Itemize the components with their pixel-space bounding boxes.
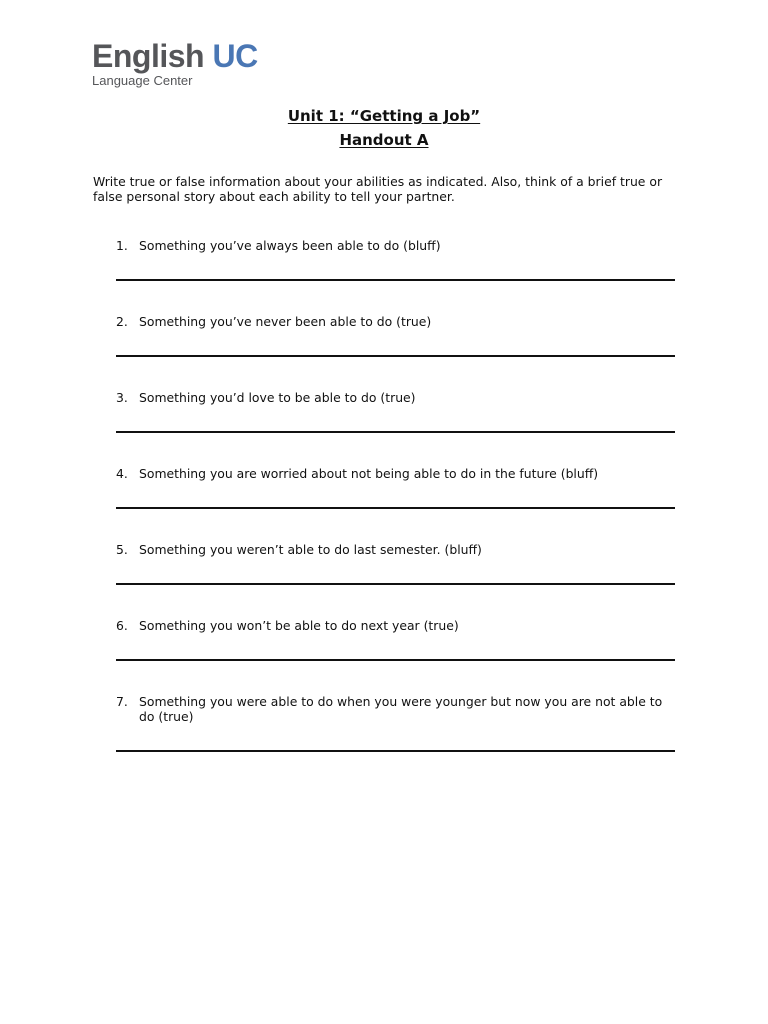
question-item xyxy=(116,694,675,724)
question-item xyxy=(116,238,675,253)
question-item xyxy=(116,314,675,329)
question-text: Something you’ve always been able to do (bluff) xyxy=(139,238,441,253)
question-item xyxy=(116,618,675,633)
question-number: 5. xyxy=(116,542,128,557)
logo-subtitle: Language Center xyxy=(92,73,193,88)
answer-line[interactable] xyxy=(116,659,675,661)
question-text-row xyxy=(116,694,675,724)
question-text: Something you’ve never been able to do (true) xyxy=(139,314,432,329)
answer-line[interactable] xyxy=(116,507,675,509)
question-text-row xyxy=(116,542,675,557)
answer-line[interactable] xyxy=(116,355,675,357)
handout-title xyxy=(0,104,768,152)
logo-word-english: English xyxy=(92,38,205,74)
question-text: Something you won’t be able to do next year (true) xyxy=(139,618,459,633)
logo-wordmark xyxy=(92,40,292,72)
unit-title: Unit 1: “Getting a Job” xyxy=(287,107,481,125)
question-number: 6. xyxy=(116,618,128,633)
handout-label: Handout A xyxy=(339,131,429,149)
question-text: Something you were able to do when you were younger but now you are not able to do (true) xyxy=(139,694,663,724)
question-text: Something you weren’t able to do last semester. (bluff) xyxy=(139,542,482,557)
question-text: Something you are worried about not being able to do in the future (bluff) xyxy=(139,466,599,481)
question-number: 7. xyxy=(116,694,128,709)
question-item xyxy=(116,542,675,557)
question-number: 4. xyxy=(116,466,128,481)
answer-line[interactable] xyxy=(116,750,675,752)
answer-line[interactable] xyxy=(116,279,675,281)
question-text: Something you’d love to be able to do (true) xyxy=(139,390,416,405)
question-text-row xyxy=(116,466,675,481)
question-number: 1. xyxy=(116,238,128,253)
english-uc-logo xyxy=(92,40,292,92)
instructions-text: Write true or false information about your abilities as indicated. Also, think of a brief true or false personal story about each ability to tell your partner. xyxy=(93,174,663,204)
question-item xyxy=(116,466,675,481)
question-text-row xyxy=(116,238,675,253)
question-number: 2. xyxy=(116,314,128,329)
question-text-row xyxy=(116,390,675,405)
question-text-row xyxy=(116,618,675,633)
question-text-row xyxy=(116,314,675,329)
question-item xyxy=(116,390,675,405)
question-number: 3. xyxy=(116,390,128,405)
answer-line[interactable] xyxy=(116,583,675,585)
answer-line[interactable] xyxy=(116,431,675,433)
logo-word-uc: UC xyxy=(212,38,258,74)
